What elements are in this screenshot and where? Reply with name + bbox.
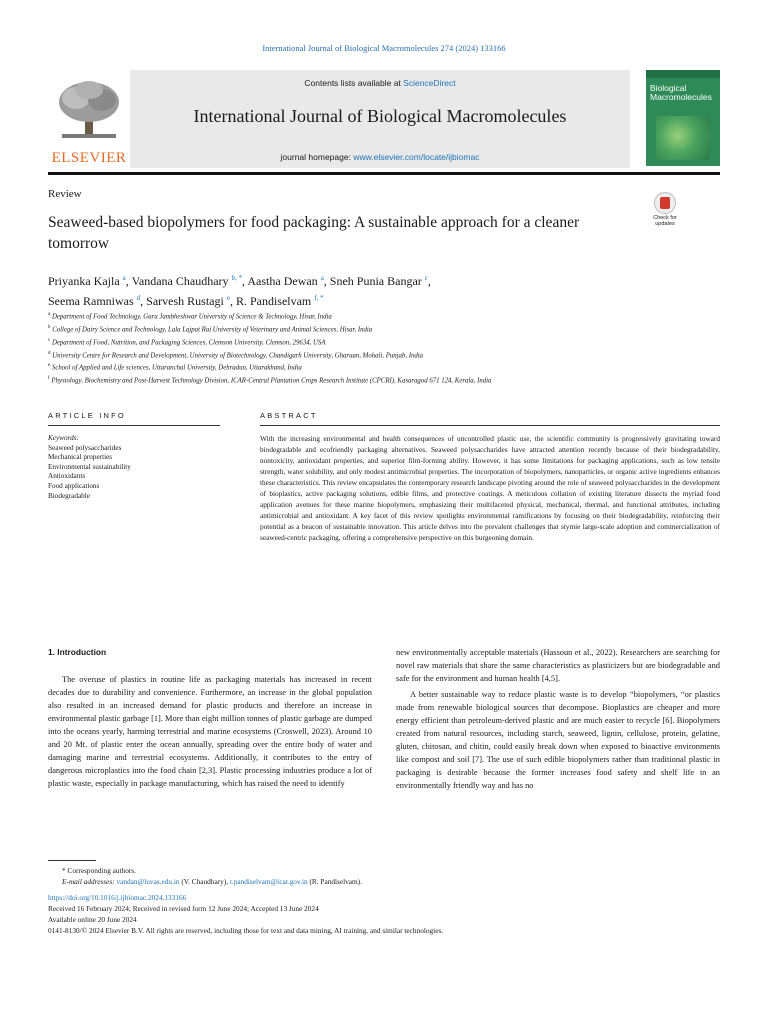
author-sup[interactable]: b, * xyxy=(231,274,243,282)
homepage-link[interactable]: www.elsevier.com/locate/ijbiomac xyxy=(353,152,480,162)
cover-bar xyxy=(646,70,720,78)
keyword: Environmental sustainability xyxy=(48,462,131,471)
affiliation: $^a$ Department of Food Technology, Guru Jambheshwar University of Science & Technology, Hisar, India xyxy=(48,312,332,321)
article-type: Review xyxy=(48,188,82,200)
check-updates-icon xyxy=(654,192,676,214)
journal-banner xyxy=(130,70,630,168)
email-owner: (R. Pandiselvam). xyxy=(307,877,362,887)
section-heading: 1. Introduction xyxy=(48,647,107,657)
affiliation: $^b$ College of Dairy Science and Technology, Lala Lajpat Rai University of Veterinary and Animal Sciences, Hisar, India xyxy=(48,324,373,334)
contents-line xyxy=(130,78,630,88)
email-line xyxy=(48,876,720,887)
received-dates: Received 16 February 2024; Received in revised form 12 June 2024; Accepted 13 June 2024 xyxy=(48,903,319,913)
affiliation: $^e$ School of Applied and Life sciences, Uttaranchal University, Dehradun, Uttarakhand, India xyxy=(48,363,302,372)
cover-image xyxy=(656,116,710,160)
corresponding-note: * Corresponding authors. xyxy=(62,866,136,875)
check-updates-label: Check for updates xyxy=(653,215,677,227)
abstract-text: With the increasing environmental and health consequences of uncontrolled plastic use, the scientific community is progressively gravitating toward biodegradable and ecofriendly packaging alternatives. Seaweed polysaccharides have attracted attention recently because of their biodegradability, nontoxicity, antioxidant properties, and superior film-forming ability. However, it has some limitations for packaging applications, such as low tensile strength, water solubility, and only modest antimicrobial properties. The incorporation of biopolymers, nanoparticles, or organic active ingredients enhances these characteristics. This review encapsulates the contemporary research landscape pivoting around the role of seaweed polysaccharides in the development of bioplastics, active packaging solutions, edible films, and protective coatings. A meticulous collation of existing literature dissects the myriad food application avenues for these marine biopolymers, emphasizing their multifaceted physical, mechanical, thermal, and functional attributes, including antimicrobial and antioxidant. A key facet of this review spotlights environmental ramifications by focusing on their biodegradability, reinforcing their potential as a beacon of sustainable innovation. This article delves into the prevalent challenges that stymie large-scale adoption and commercialization of seaweed-centric packaging, offering a comprehensive perspective on this burgeoning domain. xyxy=(260,434,720,542)
author-sup[interactable]: f, * xyxy=(314,294,324,302)
journal-cover[interactable] xyxy=(646,70,720,166)
author-sup[interactable]: d xyxy=(136,294,141,302)
abstract-heading: ABSTRACT xyxy=(260,411,318,420)
elsevier-logo[interactable] xyxy=(48,70,130,168)
article-title: Seaweed-based biopolymers for food packaging: A sustainable approach for a cleaner tomorrow xyxy=(48,214,580,252)
author[interactable]: Sneh Punia Bangar xyxy=(329,274,422,288)
keyword: Biodegradable xyxy=(48,491,90,500)
email-link[interactable]: vandan@luvas.edu.in xyxy=(116,877,180,887)
journal-citation[interactable]: International Journal of Biological Macromolecules 274 (2024) 133166 xyxy=(262,43,506,53)
author[interactable]: Aastha Dewan xyxy=(247,274,318,288)
author[interactable]: Vandana Chaudhary xyxy=(131,274,229,288)
author[interactable]: Priyanka Kajla xyxy=(48,274,120,288)
article-info-rule xyxy=(48,425,220,426)
affiliation: $^f$ Physiology, Biochemistry and Post-Harvest Technology Division, ICAR-Central Plantation Crops Research Institute (CPCRI), Kasaragod 671 124, Kerala, India xyxy=(48,376,492,385)
email-owner: (V. Chaudhary), xyxy=(179,877,230,887)
author-sup[interactable]: c xyxy=(424,274,428,282)
tree-icon xyxy=(52,78,126,140)
contents-prefix: Contents lists available at xyxy=(304,78,404,88)
journal-header xyxy=(48,70,720,168)
keyword: Mechanical properties xyxy=(48,453,113,462)
author-sup[interactable]: e xyxy=(226,294,230,302)
check-for-updates-button[interactable] xyxy=(645,192,685,232)
doi-link[interactable]: https://doi.org/10.1016/j.ijbiomac.2024.133166 xyxy=(48,892,187,902)
body-paragraph: The overuse of plastics in routine life as packaging materials has increased in recent decades due to durability and convenience. Furthermore, an increase in the global population also resulted in an increased demand for plastic products and therefore an increase in environmental plastic garbage [1]. More than eight million tonnes of plastic garbage are dumped into the oceans yearly, harming terrestrial and marine ecosystems (Croswell, 2023). Around 10 and 20 Mt. of plastic enter the ocean annually, spreading over the entire body of water and damaging marine and terrestrial ecosystems. Additionally, it contributes to the entry of dangerous microplastics into the food chain [2,3]. Plastic processing industries produce a lot of plastic waste, especially in package manufacturing, which has raised the need to identify xyxy=(48,675,372,789)
keywords-label: Keywords: xyxy=(48,434,79,442)
email-link[interactable]: r.pandiselvam@icar.gov.in xyxy=(229,877,308,887)
keyword: Food applications xyxy=(48,481,100,490)
affiliations xyxy=(48,310,720,387)
author[interactable]: Seema Ramniwas xyxy=(48,294,134,308)
footnote-rule xyxy=(48,860,96,861)
footnotes xyxy=(48,865,720,937)
author-sup[interactable]: a xyxy=(122,274,126,282)
available-online: Available online 20 June 2024 xyxy=(48,915,137,925)
abstract-rule xyxy=(260,425,720,426)
email-label: E-mail addresses: xyxy=(62,877,117,887)
header-rule xyxy=(48,172,720,175)
sciencedirect-link[interactable]: ScienceDirect xyxy=(403,78,456,88)
author-list: Priyanka Kajla $^a$, Vandana Chaudhary $^{b, *}$, Aastha Dewan $^a$, Sneh Punia Bangar $^c$, Seema Ramniwas $^d$, Sarvesh Rustagi $^e$, R. Pandiselvam $^{f, *}$ xyxy=(48,274,431,308)
author[interactable]: Sarvesh Rustagi xyxy=(146,294,224,308)
affiliation: $^c$ Department of Food, Nutrition, and Packaging Sciences, Clemson University, Clemson, 29634, USA xyxy=(48,337,326,346)
homepage-line xyxy=(130,152,630,162)
intro-right-column xyxy=(396,646,720,796)
homepage-prefix: journal homepage: xyxy=(280,152,354,162)
body-paragraph: new environmentally acceptable materials (Hassoun et al., 2022). Researchers are searching for novel raw materials that share the same characteristics as plasticizers but are biodegradable and safe for the environment and human health [4,5]. xyxy=(396,648,720,684)
publisher-name: ELSEVIER xyxy=(51,150,127,166)
author[interactable]: R. Pandiselvam xyxy=(235,294,312,308)
keyword: Seaweed polysaccharides xyxy=(48,443,122,452)
journal-title: International Journal of Biological Macromolecules xyxy=(193,106,567,126)
copyright-line: 0141-8130/© 2024 Elsevier B.V. All rights are reserved, including those for text and data mining, AI training, and similar technologies. xyxy=(48,926,444,936)
article-info-heading: ARTICLE INFO xyxy=(48,411,126,420)
cover-title: Biological Macromolecules xyxy=(650,83,712,102)
author-sup[interactable]: a xyxy=(320,274,324,282)
intro-left-column xyxy=(48,640,372,793)
keyword: Antioxidants xyxy=(48,472,86,481)
keywords-block xyxy=(48,434,228,501)
affiliation: $^d$ University Centre for Research and Development, University of Biotechnology, Chandigarh University, Gharuan, Mohali, Punjab, India xyxy=(48,350,424,359)
body-paragraph: A better sustainable way to reduce plastic waste is to develop “biopolymers, “or plastics made from renewable biological sources that decompose. Bioplastics are cheaper and more energy efficient than petroleum-derived plastic and are much easier to recycle [6]. Biopolymers created from natural resources, including starch, seaweed, lignin, cellulose, protein, gelatine, gluten, chitosan, and chitin, could easily break down when exposed to bioactive environments like compost and soil [7]. The use of such edible biopolymers rather than traditional plastic in packaging is desirable because the former increases food safety and shelf life in an environmentally friendly way and has no xyxy=(396,690,720,791)
